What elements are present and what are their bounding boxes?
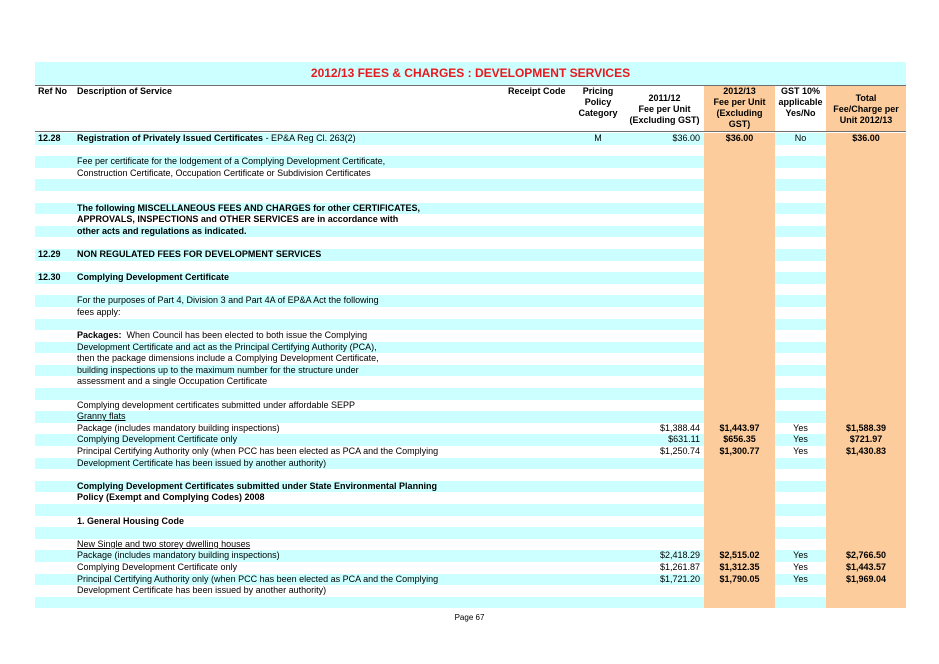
row-band-gst xyxy=(775,295,826,307)
fee-2012-column-fill xyxy=(704,226,775,238)
total-column-fill xyxy=(826,226,906,238)
description-text: Packages: xyxy=(77,330,122,341)
table-row xyxy=(35,516,906,528)
row-band xyxy=(35,411,704,423)
fee-2012-column-fill xyxy=(704,342,775,354)
row-band-gst xyxy=(775,156,826,168)
description-text: The following MISCELLANEOUS FEES AND CHARGES for other CERTIFICATES, xyxy=(77,202,421,213)
fee-2012-column-fill xyxy=(704,145,775,157)
fee-2012: $1,312.35 xyxy=(719,561,760,572)
header-fee-2011: 2011/12 Fee per Unit (Excluding GST) xyxy=(629,93,700,125)
description-text: Development Certificate has been issued by another authority) xyxy=(77,457,327,468)
description xyxy=(77,156,385,168)
description xyxy=(77,330,367,342)
row-band xyxy=(35,284,704,296)
total-column-fill xyxy=(826,272,906,284)
row-band-gst xyxy=(775,585,826,597)
gst-applicable: Yes xyxy=(793,561,808,572)
fee-2012-column-fill xyxy=(704,516,775,528)
total-column-fill xyxy=(826,481,906,493)
description-text: other acts and regulations as indicated. xyxy=(77,225,247,236)
description-text: Construction Certificate, Occupation Certificate or Subdivision Certificates xyxy=(77,167,371,178)
description-text: Granny flats xyxy=(77,411,126,422)
table-row xyxy=(35,585,906,597)
header-fee-2012: 2012/13 Fee per Unit (Excluding GST) xyxy=(704,86,775,132)
description-text: fees apply: xyxy=(77,306,121,317)
ref-no: 12.29 xyxy=(38,248,61,259)
fee-2012-column-fill xyxy=(704,365,775,377)
description-text: then the package dimensions include a Complying Development Certificate, xyxy=(77,353,379,364)
total-column-fill xyxy=(826,585,906,597)
fee-2012-column-fill xyxy=(704,411,775,423)
total-column-fill xyxy=(826,237,906,249)
total-column-fill xyxy=(826,516,906,528)
description xyxy=(77,446,438,458)
row-band-gst xyxy=(775,168,826,180)
description xyxy=(77,562,237,574)
fee-2012-column-fill xyxy=(704,191,775,203)
total-fee: $1,969.04 xyxy=(845,573,887,584)
row-band-gst xyxy=(775,272,826,284)
table-row xyxy=(35,261,906,273)
total-column-fill xyxy=(826,388,906,400)
fee-2012-column-fill xyxy=(704,458,775,470)
fee-2011: $2,418.29 xyxy=(659,550,700,561)
row-band xyxy=(35,527,704,539)
description-text: Complying Development Certificates submitted under State Environmental Planning xyxy=(77,480,438,491)
row-band-gst xyxy=(775,237,826,249)
fee-2012-column-fill xyxy=(704,261,775,273)
description-text: Complying Development Certificate only xyxy=(77,434,238,445)
row-band-gst xyxy=(775,492,826,504)
description xyxy=(77,492,265,504)
total-column-fill xyxy=(826,353,906,365)
description xyxy=(77,423,280,435)
fee-2011: $36.00 xyxy=(672,133,700,143)
description xyxy=(77,203,420,215)
table-row xyxy=(35,133,906,145)
table-row xyxy=(35,400,906,412)
row-band-gst xyxy=(775,191,826,203)
table-row xyxy=(35,504,906,516)
fee-2012-column-fill xyxy=(704,492,775,504)
fee-2012: $1,443.97 xyxy=(719,422,760,433)
description xyxy=(77,133,356,145)
description-text: Principal Certifying Authority only (when PCC has been elected as PCA and the Complying xyxy=(77,446,439,457)
description-text: Development Certificate and act as the Principal Certifying Authority (PCA), xyxy=(77,341,377,352)
fee-2012: $1,790.05 xyxy=(719,573,760,584)
row-band xyxy=(35,469,704,481)
row-band-gst xyxy=(775,539,826,551)
table-row xyxy=(35,179,906,191)
table-row xyxy=(35,226,906,238)
total-column-fill xyxy=(826,539,906,551)
row-band-gst xyxy=(775,527,826,539)
fee-2012-column-fill xyxy=(704,249,775,261)
total-column-fill xyxy=(826,307,906,319)
fee-2012-column-fill xyxy=(704,307,775,319)
fee-2012: $36.00 xyxy=(725,133,754,143)
table-row xyxy=(35,597,906,609)
fee-2012-column-fill xyxy=(704,481,775,493)
table-row xyxy=(35,434,906,446)
description-suffix: - EP&A Reg Cl. 263(2) xyxy=(263,133,356,143)
description-text: Policy (Exempt and Complying Codes) 2008 xyxy=(77,492,265,503)
table-row xyxy=(35,249,906,261)
description-text: Package (includes mandatory building inspections) xyxy=(77,422,280,433)
description xyxy=(77,585,326,597)
fee-2012-column-fill xyxy=(704,539,775,551)
fee-2012-column-fill xyxy=(704,214,775,226)
table-row xyxy=(35,527,906,539)
row-band-gst xyxy=(775,376,826,388)
row-band-gst xyxy=(775,319,826,331)
table-row xyxy=(35,411,906,423)
description-text: Package (includes mandatory building inspections) xyxy=(77,550,280,561)
description-text: Development Certificate has been issued by another authority) xyxy=(77,585,327,596)
description xyxy=(77,458,326,470)
gst-applicable: Yes xyxy=(793,422,808,433)
header-pricing-policy: Pricing Policy Category xyxy=(578,86,618,118)
total-fee: $2,766.50 xyxy=(845,550,887,561)
table-row xyxy=(35,446,906,458)
row-band-gst xyxy=(775,179,826,191)
table-row xyxy=(35,562,906,574)
description xyxy=(77,226,247,238)
total-column-fill xyxy=(826,156,906,168)
gst-applicable: Yes xyxy=(793,446,808,457)
fee-2012-column-fill xyxy=(704,469,775,481)
fee-2011: $1,250.74 xyxy=(659,446,700,457)
description xyxy=(77,539,250,551)
row-band xyxy=(35,388,704,400)
row-band-gst xyxy=(775,597,826,609)
table-header xyxy=(35,86,906,132)
gst-applicable: Yes xyxy=(793,550,808,561)
table-row xyxy=(35,330,906,342)
header-description: Description of Service xyxy=(77,86,173,96)
total-column-fill xyxy=(826,411,906,423)
gst-applicable: No xyxy=(794,133,807,143)
row-band-gst xyxy=(775,388,826,400)
description xyxy=(77,574,438,586)
description-text: assessment and a single Occupation Certificate xyxy=(77,376,268,387)
table-row xyxy=(35,295,906,307)
table-row xyxy=(35,469,906,481)
row-band-gst xyxy=(775,203,826,215)
gst-applicable: Yes xyxy=(793,573,808,584)
table-row xyxy=(35,376,906,388)
description-text: Principal Certifying Authority only (when PCC has been elected as PCA and the Complying xyxy=(77,573,439,584)
row-band-gst xyxy=(775,284,826,296)
ref-no: 12.30 xyxy=(38,272,61,283)
header-total: Total Fee/Charge per Unit 2012/13 xyxy=(826,86,906,132)
total-fee: $1,430.83 xyxy=(845,446,887,457)
total-column-fill xyxy=(826,492,906,504)
table-row xyxy=(35,481,906,493)
table-row xyxy=(35,214,906,226)
row-band xyxy=(35,261,704,273)
table-row xyxy=(35,156,906,168)
description xyxy=(77,550,280,562)
row-band-gst xyxy=(775,307,826,319)
row-band-gst xyxy=(775,145,826,157)
table-row xyxy=(35,191,906,203)
total-fee: $721.97 xyxy=(849,434,883,445)
fee-2012-column-fill xyxy=(704,203,775,215)
total-column-fill xyxy=(826,527,906,539)
row-band-gst xyxy=(775,261,826,273)
fee-2012: $1,300.77 xyxy=(719,446,760,457)
row-band-gst xyxy=(775,226,826,238)
fee-2012-column-fill xyxy=(704,400,775,412)
total-column-fill xyxy=(826,168,906,180)
pricing-category: M xyxy=(594,133,602,143)
description xyxy=(77,481,437,493)
row-band-gst xyxy=(775,469,826,481)
table-row xyxy=(35,168,906,180)
total-column-fill xyxy=(826,400,906,412)
table-row xyxy=(35,353,906,365)
fee-2012-column-fill xyxy=(704,319,775,331)
page-title: 2012/13 FEES & CHARGES : DEVELOPMENT SERVICES xyxy=(35,62,906,86)
fee-2012-column-fill xyxy=(704,179,775,191)
total-column-fill xyxy=(826,376,906,388)
total-column-fill xyxy=(826,203,906,215)
table-row xyxy=(35,492,906,504)
total-fee: $1,443.57 xyxy=(845,561,887,572)
total-column-fill xyxy=(826,145,906,157)
description-text: New Single and two storey dwelling houses xyxy=(77,538,251,549)
row-band-gst xyxy=(775,365,826,377)
description-text: building inspections up to the maximum number for the structure under xyxy=(77,364,359,375)
total-column-fill xyxy=(826,469,906,481)
header-gst: GST 10% applicable Yes/No xyxy=(778,86,823,118)
total-column-fill xyxy=(826,342,906,354)
fee-2012-column-fill xyxy=(704,353,775,365)
total-column-fill xyxy=(826,249,906,261)
description xyxy=(77,434,237,446)
description-text: 1. General Housing Code xyxy=(77,515,185,526)
total-column-fill xyxy=(826,179,906,191)
description xyxy=(77,214,398,226)
description xyxy=(77,400,355,412)
total-column-fill xyxy=(826,284,906,296)
header-divider xyxy=(35,131,906,132)
total-fee: $1,588.39 xyxy=(845,422,887,433)
row-band-gst xyxy=(775,249,826,261)
row-band-gst xyxy=(775,342,826,354)
description xyxy=(77,365,359,377)
table-row xyxy=(35,388,906,400)
row-band-gst xyxy=(775,516,826,528)
fee-2012-column-fill xyxy=(704,284,775,296)
fee-2012-column-fill xyxy=(704,585,775,597)
fee-2012-column-fill xyxy=(704,388,775,400)
table-row xyxy=(35,272,906,284)
page-number: Page 67 xyxy=(454,613,485,622)
fee-2012-column-fill xyxy=(704,237,775,249)
fee-2012-column-fill xyxy=(704,330,775,342)
fee-2012-column-fill xyxy=(704,527,775,539)
ref-no: 12.28 xyxy=(38,133,61,143)
total-column-fill xyxy=(826,214,906,226)
description-text: For the purposes of Part 4, Division 3 and Part 4A of EP&A Act the following xyxy=(77,295,379,306)
description-text: Fee per certificate for the lodgement of a Complying Development Certificate, xyxy=(77,156,386,167)
total-column-fill xyxy=(826,261,906,273)
row-band xyxy=(35,307,704,319)
fee-2012-column-fill xyxy=(704,156,775,168)
row-band-gst xyxy=(775,481,826,493)
row-band xyxy=(35,597,704,609)
header-ref-no: Ref No xyxy=(38,86,67,96)
row-band-gst xyxy=(775,504,826,516)
total-column-fill xyxy=(826,597,906,609)
table-row xyxy=(35,307,906,319)
description-text: NON REGULATED FEES FOR DEVELOPMENT SERVICES xyxy=(77,248,322,259)
table-row xyxy=(35,237,906,249)
table-row xyxy=(35,365,906,377)
table-body xyxy=(35,133,906,608)
header-receipt-code: Receipt Code xyxy=(508,86,566,96)
table-row xyxy=(35,550,906,562)
table-row xyxy=(35,319,906,331)
fee-2011: $631.11 xyxy=(668,434,700,445)
fee-2012-column-fill xyxy=(704,295,775,307)
total-column-fill xyxy=(826,295,906,307)
description-suffix: When Council has been elected to both issue the Complying xyxy=(121,330,368,341)
total-column-fill xyxy=(826,330,906,342)
table-row xyxy=(35,574,906,586)
table-row xyxy=(35,458,906,470)
fee-2011: $1,721.20 xyxy=(659,573,700,584)
description xyxy=(77,295,379,307)
row-band xyxy=(35,319,704,331)
gst-applicable: Yes xyxy=(793,434,808,445)
total-column-fill xyxy=(826,365,906,377)
fee-2012: $2,515.02 xyxy=(719,550,760,561)
table-row xyxy=(35,342,906,354)
description xyxy=(77,272,229,284)
table-row xyxy=(35,145,906,157)
row-band-gst xyxy=(775,458,826,470)
row-band xyxy=(35,237,704,249)
fee-2012-column-fill xyxy=(704,504,775,516)
fee-2012-column-fill xyxy=(704,376,775,388)
table-row xyxy=(35,284,906,296)
total-column-fill xyxy=(826,504,906,516)
row-band-gst xyxy=(775,411,826,423)
row-band-gst xyxy=(775,330,826,342)
row-band-gst xyxy=(775,214,826,226)
row-band-gst xyxy=(775,353,826,365)
description xyxy=(77,342,377,354)
fee-2012-column-fill xyxy=(704,597,775,609)
description xyxy=(77,411,126,423)
description-text: APPROVALS, INSPECTIONS and OTHER SERVICES are in accordance with xyxy=(77,214,399,225)
fee-2011: $1,261.87 xyxy=(659,561,700,572)
total-column-fill xyxy=(826,458,906,470)
row-band xyxy=(35,179,704,191)
description-text: Complying development certificates submitted under affordable SEPP xyxy=(77,399,355,410)
table-row xyxy=(35,539,906,551)
total-column-fill xyxy=(826,319,906,331)
fee-2012-column-fill xyxy=(704,272,775,284)
table-row xyxy=(35,203,906,215)
total-fee: $36.00 xyxy=(852,133,880,143)
description-text: Complying Development Certificate xyxy=(77,272,230,283)
description xyxy=(77,376,267,388)
fee-2011: $1,388.44 xyxy=(659,422,700,433)
description xyxy=(77,168,371,180)
description-text: Registration of Privately Issued Certificates xyxy=(77,133,264,143)
description xyxy=(77,353,379,365)
description xyxy=(77,307,121,319)
table-row xyxy=(35,423,906,435)
description-text: Complying Development Certificate only xyxy=(77,561,238,572)
row-band xyxy=(35,191,704,203)
row-band xyxy=(35,145,704,157)
row-band-gst xyxy=(775,400,826,412)
row-band xyxy=(35,504,704,516)
total-column-fill xyxy=(826,191,906,203)
description xyxy=(77,516,184,528)
description xyxy=(77,249,321,261)
fee-2012: $656.35 xyxy=(723,434,756,445)
fee-2012-column-fill xyxy=(704,168,775,180)
